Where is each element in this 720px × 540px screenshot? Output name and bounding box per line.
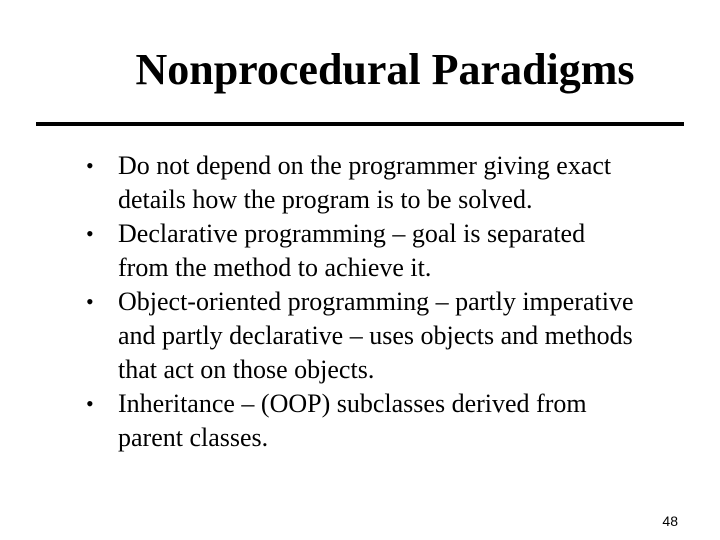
bullet-icon: • [86,289,94,314]
bullet-text-line: Object-oriented programming – partly imperative [118,287,634,316]
title-divider [36,122,684,126]
bullet-text-line: Declarative programming – goal is separated [118,219,586,248]
bullet-text-line: and partly declarative – uses objects and methods [118,321,633,350]
bullet-icon: • [86,153,94,178]
bullet-text-line: parent classes. [118,423,269,452]
bullet-text-line: details how the program is to be solved. [118,185,533,214]
page-number: 48 [662,513,678,529]
bullet-item [82,217,692,285]
bullet-text-line: Do not depend on the programmer giving exact [118,151,612,180]
bullet-text-line: that act on those objects. [118,355,375,384]
bullet-text-line: Inheritance – (OOP) subclasses derived from [118,389,587,418]
bullet-item [82,149,692,217]
bullet-item [82,387,692,455]
bullet-text-line: from the method to achieve it. [118,253,432,282]
bullet-item [82,285,692,387]
slide-title: Nonprocedural Paradigms [135,45,635,94]
bullet-icon: • [86,221,94,246]
bullet-list [82,149,692,455]
bullet-icon: • [86,391,94,416]
